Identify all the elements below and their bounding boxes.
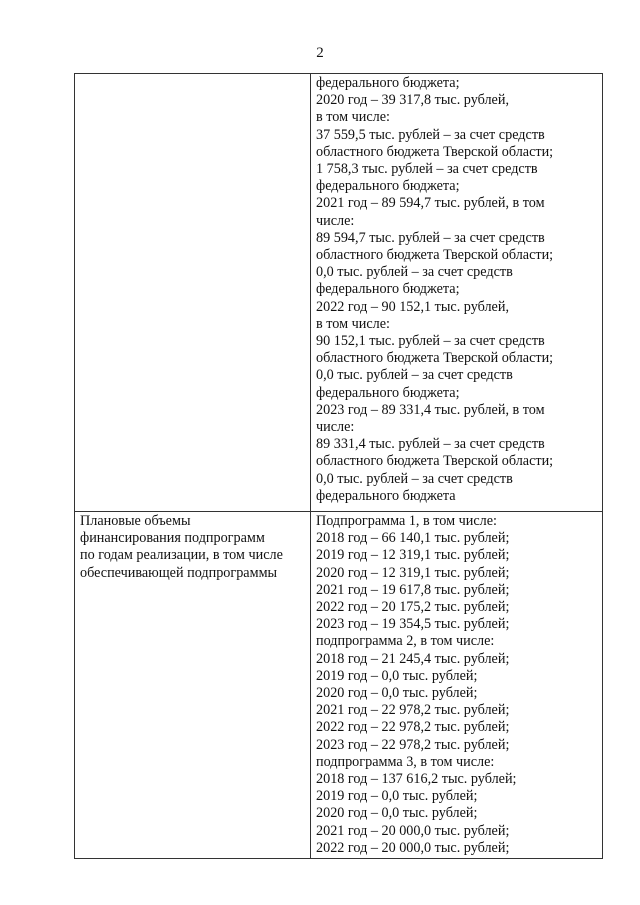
text-line: 2022 год – 22 978,2 тыс. рублей; (316, 719, 510, 736)
financing-table (74, 73, 603, 859)
text-line: 2018 год – 137 616,2 тыс. рублей; (316, 771, 517, 788)
text-line: 2022 год – 20 000,0 тыс. рублей; (316, 839, 510, 856)
table-row (75, 74, 603, 512)
text-line: в том числе: (316, 109, 390, 126)
text-line: 2020 год – 0,0 тыс. рублей; (316, 805, 478, 822)
text-line: 2021 год – 89 594,7 тыс. рублей, в том (316, 195, 545, 212)
text-line: 2022 год – 20 175,2 тыс. рублей; (316, 599, 510, 616)
text-line: 0,0 тыс. рублей – за счет средств (316, 470, 513, 487)
text-line: по годам реализации, в том числе (80, 547, 283, 564)
text-line: 0,0 тыс. рублей – за счет средств (316, 264, 513, 281)
financing-label-cell (75, 512, 311, 859)
text-line: Плановые объемы (80, 513, 191, 529)
text-line: 2021 год – 22 978,2 тыс. рублей; (316, 702, 510, 719)
text-line: Подпрограмма 1, в том числе: (316, 513, 497, 529)
text-line: федерального бюджета (316, 487, 456, 504)
text-line: областного бюджета Тверской области; (316, 350, 554, 367)
text-line: 37 559,5 тыс. рублей – за счет средств (316, 126, 545, 143)
text-line: подпрограмма 3, в том числе: (316, 753, 495, 770)
text-line: 2020 год – 39 317,8 тыс. рублей, (316, 92, 509, 109)
text-line: 2018 год – 66 140,1 тыс. рублей; (316, 530, 510, 547)
text-line: областного бюджета Тверской области; (316, 453, 554, 470)
page-number: 2 (316, 45, 324, 61)
text-line: областного бюджета Тверской области; (316, 247, 554, 264)
text-line: 2023 год – 89 331,4 тыс. рублей, в том (316, 401, 545, 418)
text-line: 2019 год – 0,0 тыс. рублей; (316, 667, 478, 684)
text-line: числе: (316, 419, 355, 436)
text-line: 1 758,3 тыс. рублей – за счет средств (316, 161, 538, 178)
text-line: 89 331,4 тыс. рублей – за счет средств (316, 436, 545, 453)
text-line: 2019 год – 12 319,1 тыс. рублей; (316, 547, 510, 564)
text-line: областного бюджета Тверской области; (316, 143, 554, 160)
text-line: 2020 год – 0,0 тыс. рублей; (316, 685, 478, 702)
text-line: 2020 год – 12 319,1 тыс. рублей; (316, 564, 510, 581)
text-line: числе: (316, 212, 355, 229)
text-line: 2021 год – 19 617,8 тыс. рублей; (316, 581, 510, 598)
text-line: 2018 год – 21 245,4 тыс. рублей; (316, 650, 510, 667)
row1-right-cell (311, 74, 603, 512)
text-line: 89 594,7 тыс. рублей – за счет средств (316, 229, 545, 246)
text-line: в том числе: (316, 315, 390, 332)
text-line: финансирования подпрограмм (80, 530, 265, 547)
text-line: обеспечивающей подпрограммы (80, 564, 278, 581)
text-line: 2022 год – 90 152,1 тыс. рублей, (316, 298, 509, 315)
text-line: 90 152,1 тыс. рублей – за счет средств (316, 333, 545, 350)
financing-values-cell (311, 512, 603, 859)
text-line: федерального бюджета; (316, 281, 460, 298)
text-line: 2023 год – 22 978,2 тыс. рублей; (316, 736, 510, 753)
text-line: 2019 год – 0,0 тыс. рублей; (316, 788, 478, 805)
table-row (75, 512, 603, 859)
text-line: подпрограмма 2, в том числе: (316, 633, 495, 650)
text-line: 2021 год – 20 000,0 тыс. рублей; (316, 822, 510, 839)
row1-left-cell (75, 74, 311, 512)
text-line: федерального бюджета; (316, 384, 460, 401)
text-line: федерального бюджета; (316, 178, 460, 195)
text-line: 2023 год – 19 354,5 тыс. рублей; (316, 616, 510, 633)
text-line: 0,0 тыс. рублей – за счет средств (316, 367, 513, 384)
text-line: федерального бюджета; (316, 75, 460, 91)
